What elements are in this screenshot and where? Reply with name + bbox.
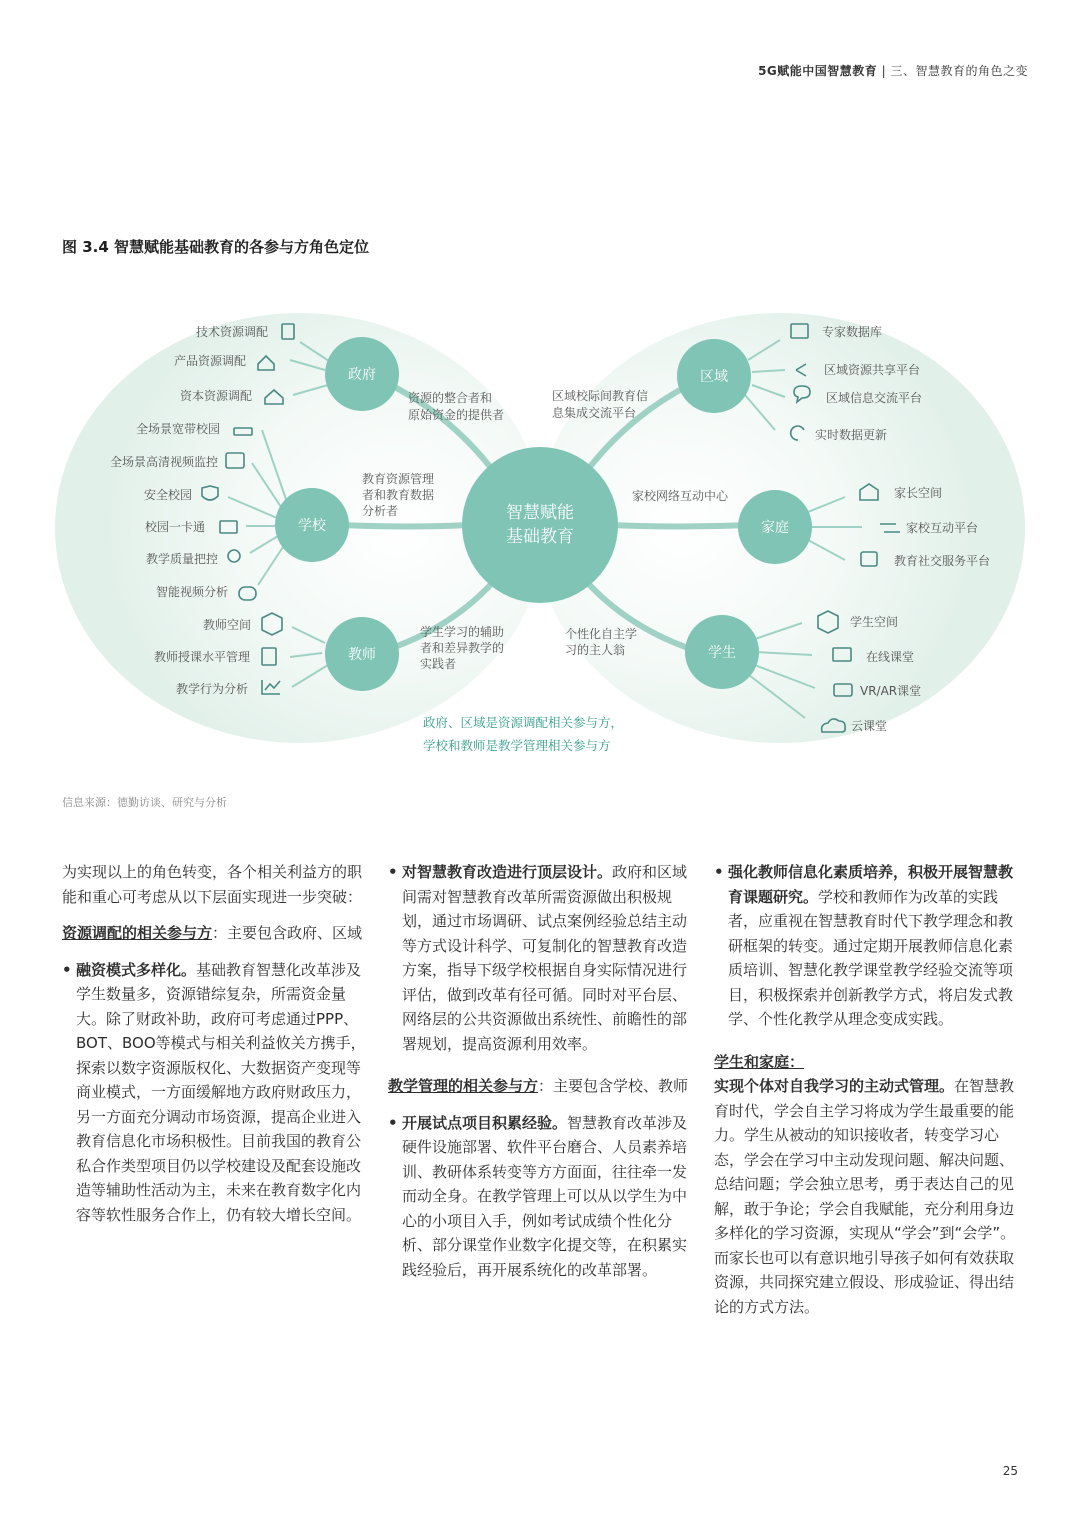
gov-item-1: 技术资源调配 xyxy=(195,325,268,339)
role-school-2: 者和教育数据 xyxy=(362,488,435,502)
student-family-section xyxy=(714,1050,1019,1320)
teaching-heading-rest: ：主要包含学校、教师 xyxy=(538,1077,689,1095)
node-family-label: 家庭 xyxy=(761,520,789,536)
student-family-subheading: 实现个体对自我学习的主动式管理。 xyxy=(714,1077,955,1095)
center-label-1: 智慧赋能 xyxy=(506,503,574,523)
role-teacher-2: 者和差异教学的 xyxy=(420,641,505,655)
family-item-3: 教育社交服务平台 xyxy=(894,554,991,568)
center-node xyxy=(462,447,618,603)
region-item-3: 区域信息交流平台 xyxy=(826,391,923,405)
intro-paragraph: 为实现以上的角色转变，各个相关利益方的职能和重心可考虑从以下层面实现进一步突破： xyxy=(62,863,363,906)
bullet-pilot-text: 智慧教育改革涉及硬件设施部署、软件平台磨合、人员素养培训、教研体系转变等方方面面，往往牵一发而动全身。在教学管理上可以从以学生为中心的小项目入手，例如考试成绩个性化分析、部分课堂作业数字化提交等，在积累实践经验后，再开展系统化的改革部署。 xyxy=(402,1113,688,1279)
family-item-1: 家长空间 xyxy=(894,486,943,500)
school-item-4: 校园一卡通 xyxy=(144,520,205,534)
teaching-heading xyxy=(388,1074,693,1099)
role-school-3: 分析者 xyxy=(362,504,399,518)
student-item-2: 在线课堂 xyxy=(866,650,915,664)
region-item-2: 区域资源共享平台 xyxy=(824,363,921,377)
role-diagram xyxy=(0,300,1080,780)
page-number: 25 xyxy=(1002,1464,1018,1478)
header-report: 5G赋能中国智慧教育 xyxy=(758,64,878,78)
bullet-pilot xyxy=(388,1111,693,1283)
role-student-2: 习的主人翁 xyxy=(565,643,626,657)
student-item-4: 云课堂 xyxy=(851,719,888,733)
bullet-top-design-text: 政府和区域间需对智慧教育改革所需资源做出积极规划，通过市场调研、试点案例经验总结主动等方式设计科学、可复制化的智慧教育改造方案，指导下级学校根据自身实际情况进行评估，做到改革有径可循。同时对平台层、网络层的公共资源做出系统性、前瞻性的部署规划，提高资源利用效率。 xyxy=(402,863,688,1053)
bullet-teacher-training-title: 强化教师信息化素质培养，积极开展智慧教育课题研究。 xyxy=(728,863,1014,906)
teacher-item-1: 教师空间 xyxy=(202,618,251,632)
role-gov-1: 资源的整合者和 xyxy=(408,391,493,405)
node-gov-label: 政府 xyxy=(348,367,376,383)
bullet-teacher-training xyxy=(714,860,1019,1032)
resource-heading-title: 资源调配的相关参与方 xyxy=(62,924,213,942)
role-family-1: 家校网络互动中心 xyxy=(632,489,729,503)
bullet-top-design xyxy=(388,860,693,1056)
gov-item-2: 产品资源调配 xyxy=(173,354,246,368)
bullet-financing xyxy=(62,958,367,1228)
role-teacher-3: 实践者 xyxy=(420,657,457,671)
school-item-2: 全场景高清视频监控 xyxy=(109,455,218,469)
bullet-financing-text: 基础教育智慧化改革涉及学生数量多，资源错综复杂，所需资金量大。除了财政补助，政府可考虑通过PPP、BOT、BOO等模式与相关利益攸关方携手，探索以数字资源版权化、大数据资产变现等商业模式，一方面缓解地方政府财政压力，另一方面充分调动市场资源，提高企业进入教育信息化市场积极性。目前我国的教育公私合作类型项目仍以学校建设及配套设施改造等辅助性活动为主，未来在教育数字化内容等软性服务合作上，仍有较大增长空间。 xyxy=(76,960,366,1224)
note-line-1: 政府、区域是资源调配相关参与方， xyxy=(423,715,624,730)
link-school xyxy=(340,525,470,527)
school-item-5: 教学质量把控 xyxy=(145,552,218,566)
node-teacher-label: 教师 xyxy=(348,647,376,663)
text-column-3 xyxy=(714,860,1019,1331)
center-label-2: 基础教育 xyxy=(506,527,574,547)
resource-heading-rest: ：主要包含政府、区域 xyxy=(212,924,363,942)
text-column-1 xyxy=(62,860,367,1239)
header-section: 三、智慧教育的角色之变 xyxy=(890,64,1028,78)
node-student-label: 学生 xyxy=(708,645,736,661)
resource-heading xyxy=(62,921,367,946)
role-gov-2: 原始资金的提供者 xyxy=(408,408,505,422)
region-item-1: 专家数据库 xyxy=(822,325,883,339)
student-item-1: 学生空间 xyxy=(850,615,899,629)
link-family xyxy=(610,525,750,527)
student-family-text: 在智慧教育时代，学会自主学习将成为学生最重要的能力。学生从被动的知识接收者，转变学习心态，学会在学习中主动发现问题、解决问题、总结问题；学会独立思考，勇于表达自己的见解，敢于争论；学会自我赋能，充分利用身边多样化的学习资源，实现从“学会”到“会学”。而家长也可以有意识地引导孩子如何有效获取资源，共同探究建立假设、形成验证、得出结论的方式方法。 xyxy=(714,1077,1016,1316)
note-line-2: 学校和教师是教学管理相关参与方 xyxy=(423,738,611,753)
role-school-1: 教育资源管理 xyxy=(362,472,435,486)
figure-title: 图 3.4 智慧赋能基础教育的各参与方角色定位 xyxy=(62,238,370,256)
school-item-1: 全场景宽带校园 xyxy=(135,422,220,436)
node-region-label: 区域 xyxy=(700,369,728,385)
node-school-label: 学校 xyxy=(298,518,326,534)
bullet-pilot-title: 开展试点项目积累经验。 xyxy=(402,1113,568,1132)
student-item-3: VR/AR课堂 xyxy=(860,684,922,698)
role-teacher-1: 学生学习的辅助 xyxy=(420,625,505,639)
teaching-heading-title: 教学管理的相关参与方 xyxy=(388,1077,539,1095)
school-item-6: 智能视频分析 xyxy=(155,585,228,599)
school-item-3: 安全校园 xyxy=(143,488,192,502)
student-family-heading: 学生和家庭： xyxy=(714,1052,805,1071)
text-column-2 xyxy=(388,860,693,1294)
role-region-1: 区域校际间教育信 xyxy=(552,389,649,403)
teacher-item-3: 教学行为分析 xyxy=(175,682,248,696)
bullet-top-design-title: 对智慧教育改造进行顶层设计。 xyxy=(402,863,613,881)
role-region-2: 息集成交流平台 xyxy=(552,406,637,420)
teacher-item-2: 教师授课水平管理 xyxy=(153,650,250,664)
gov-item-3: 资本资源调配 xyxy=(179,389,252,403)
bullet-financing-title: 融资模式多样化。 xyxy=(76,960,197,979)
role-student-1: 个性化自主学 xyxy=(565,627,638,641)
family-item-2: 家校互动平台 xyxy=(906,521,979,535)
bullet-teacher-training-text: 学校和教师作为改革的实践者，应重视在智慧教育时代下教学理念和教研框架的转变。通过定期开展教师信息化素质培训、智慧化教学课堂教学经验交流等项目，积极探索并创新教学方式，将启发式教学、个性化教学从理念变成实践。 xyxy=(728,887,1014,1028)
region-item-4: 实时数据更新 xyxy=(815,428,888,442)
header-separator: | xyxy=(881,64,887,78)
running-header xyxy=(758,62,1028,79)
source-note: 信息来源：德勤访谈、研究与分析 xyxy=(62,796,227,809)
